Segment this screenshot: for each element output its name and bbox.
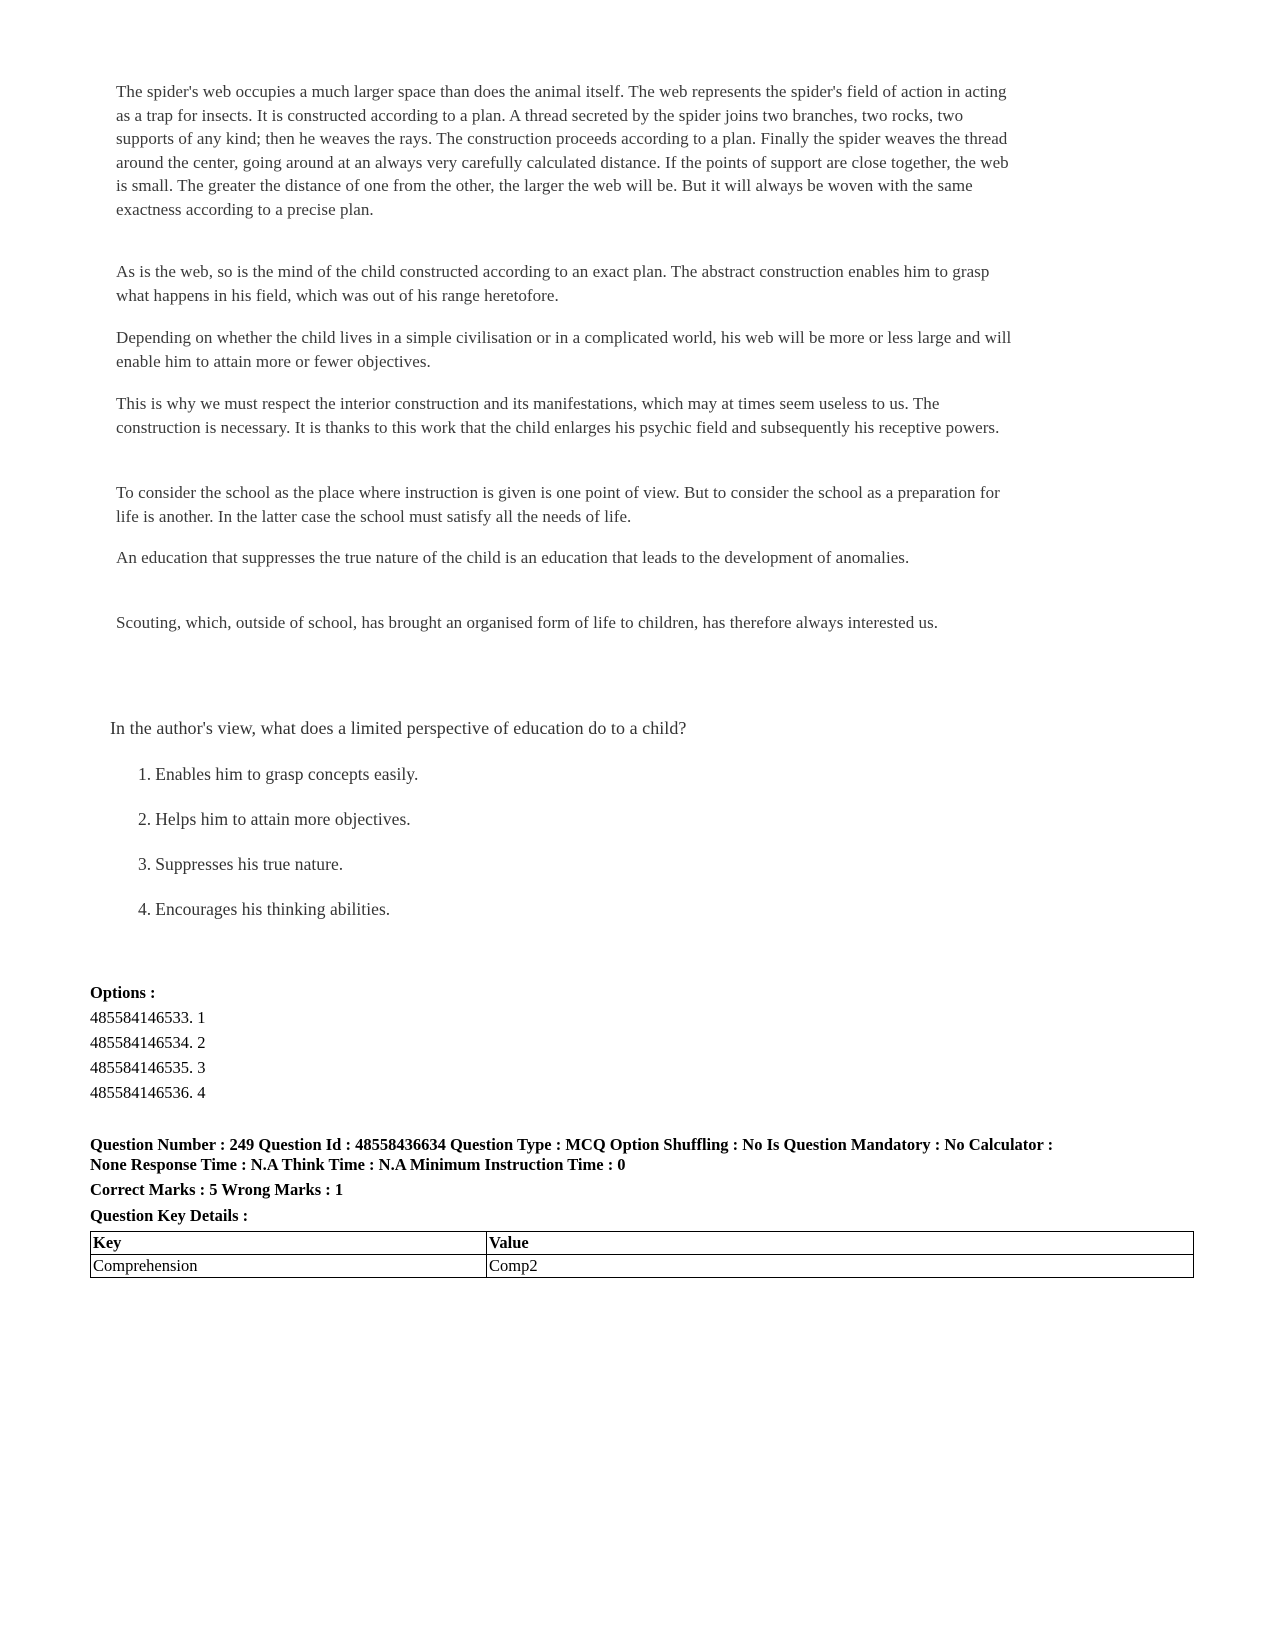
table-header-key: Key [91,1232,487,1255]
choice-number: 1. [138,764,152,784]
table-header-value: Value [487,1232,1194,1255]
question-text: In the author's view, what does a limited perspective of education do to a child? [110,718,687,738]
choice-number: 4. [138,899,152,919]
passage-paragraph-7: Scouting, which, outside of school, has brought an organised form of life to children, has therefore always interested us. [116,613,939,632]
question-meta-line-1: Question Number : 249 Question Id : 48558436634 Question Type : MCQ Option Shuffling : No Is Question Mandatory : No Calculator : [90,1135,1054,1154]
choice-2 [138,808,1038,832]
passage-paragraph-6: An education that suppresses the true nature of the child is an education that leads to the development of anomalies. [116,548,910,567]
passage-image [96,70,1036,950]
passage-paragraph-2: As is the web, so is the mind of the child constructed according to an exact plan. The abstract construction enables him to grasp what happens in his field, which was out of his range heretofore. [116,262,990,305]
question-meta-line-2: None Response Time : N.A Think Time : N.A Minimum Instruction Time : 0 [90,1155,626,1174]
passage-paragraph-5: To consider the school as the place where instruction is given is one point of view. But to consider the school as a preparation for life is another. In the latter case the school must satisfy all the needs of life. [116,483,1000,526]
choice-text: Helps him to attain more objectives. [155,809,411,829]
choice-number: 2. [138,809,152,829]
passage-paragraph-4: This is why we must respect the interior construction and its manifestations, which may at times seem useless to us. The construction is necessary. It is thanks to this work that the child enlarges his psychic field and subsequently his receptive powers. [116,394,1000,437]
table-cell-value: Comp2 [487,1255,1194,1278]
choice-3 [138,853,1038,877]
choice-4 [138,898,1038,922]
option-id-2: 485584146534. 2 [90,1033,206,1052]
choice-text: Suppresses his true nature. [155,854,344,874]
choice-text: Encourages his thinking abilities. [155,899,391,919]
choice-text: Enables him to grasp concepts easily. [155,764,419,784]
choice-1 [138,763,1038,787]
passage-paragraph-1: The spider's web occupies a much larger space than does the animal itself. The web represents the spider's field of action in acting as a trap for insects. It is constructed according to a plan. A thread secreted by the spider joins two branches, two rocks, two supports of any kind; then he weaves the rays. The construction proceeds according to a plan. Finally the spider weaves the thread around the center, going around at an always very carefully calculated distance. If the points of support are close together, the web is small. The greater the distance of one from the other, the larger the web will be. But it will always be woven with the same exactness according to a precise plan. [116,82,1009,219]
table-header-row [91,1232,1194,1255]
choice-number: 3. [138,854,152,874]
passage-paragraph-3: Depending on whether the child lives in a simple civilisation or in a complicated world, his web will be more or less large and will enable him to attain more or fewer objectives. [116,328,1012,371]
marks-line: Correct Marks : 5 Wrong Marks : 1 [90,1180,344,1199]
table-cell-key: Comprehension [91,1255,487,1278]
key-details-table [90,1231,1194,1278]
key-details-label: Question Key Details : [90,1206,249,1225]
option-id-1: 485584146533. 1 [90,1008,206,1027]
table-row [91,1255,1194,1278]
options-label: Options : [90,983,156,1002]
option-id-3: 485584146535. 3 [90,1058,206,1077]
option-id-4: 485584146536. 4 [90,1083,206,1102]
